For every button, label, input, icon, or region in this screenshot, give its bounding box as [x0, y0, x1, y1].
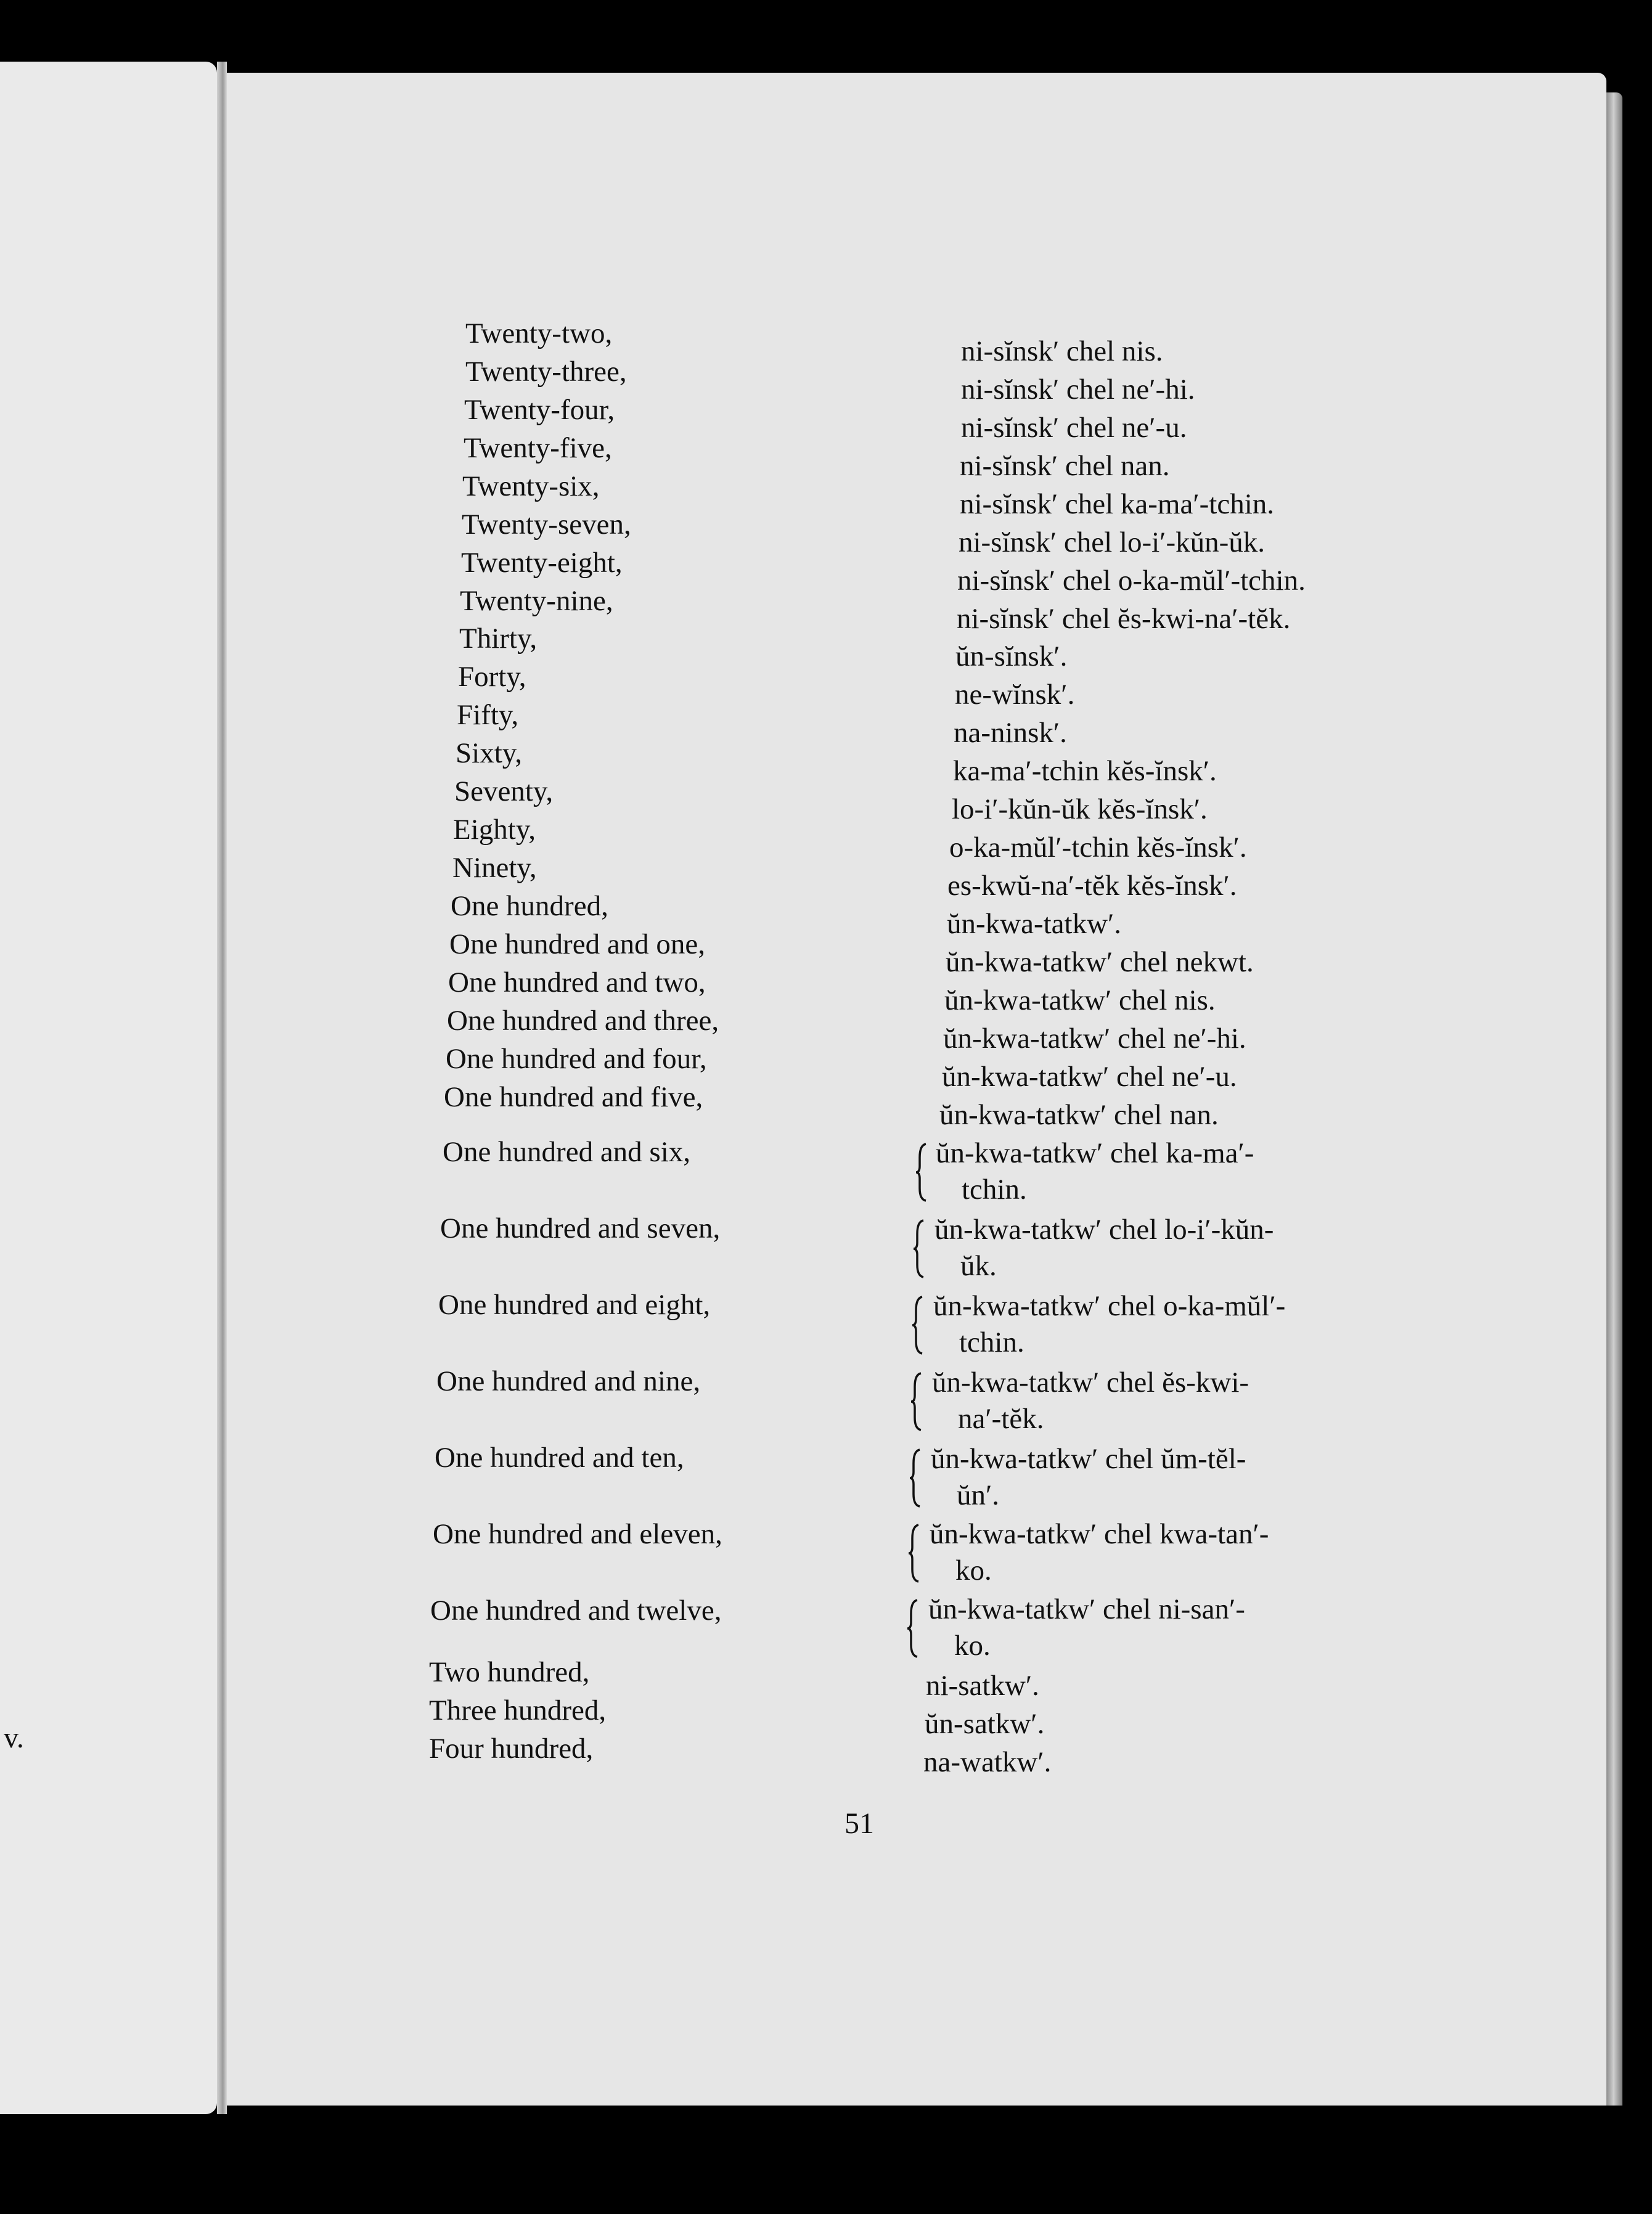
native-term-line1: ŭn-kwa-tatkw′ chel ĕs-kwi-	[932, 1366, 1249, 1399]
left-brace	[915, 1142, 928, 1203]
english-term: One hundred and one,	[449, 928, 706, 960]
native-term: ŭn-sĭnsk′.	[955, 640, 1068, 672]
native-term	[936, 1139, 1254, 1204]
native-term: ŭn-kwa-tatkw′ chel nekwt.	[946, 946, 1254, 978]
native-term: ŭn-kwa-tatkw′ chel ne′-u.	[942, 1061, 1237, 1093]
english-term: Eighty,	[453, 814, 536, 846]
english-term: Twenty-five,	[464, 432, 612, 464]
native-term	[930, 1520, 1269, 1585]
native-term	[933, 1292, 1285, 1357]
english-term: Sixty,	[456, 737, 522, 769]
english-term: One hundred and eleven,	[433, 1518, 722, 1550]
page-number: 51	[844, 1807, 874, 1840]
native-term: ni-sĭnsk′ chel ne′-u.	[961, 412, 1187, 444]
english-term: Seventy,	[454, 775, 554, 807]
native-term: ni-sĭnsk′ chel nis.	[961, 335, 1163, 367]
native-term-line1: ŭn-kwa-tatkw′ chel ka-ma′-	[936, 1137, 1254, 1169]
native-term: o-ka-mŭl′-tchin kĕs-ĭnsk′.	[949, 831, 1247, 864]
english-term: Twenty-two,	[465, 317, 613, 349]
english-term: Twenty-nine,	[460, 585, 613, 617]
native-term: ŭn-kwa-tatkw′ chel nis.	[944, 984, 1216, 1016]
native-term	[931, 1445, 1246, 1510]
english-term: One hundred and eight,	[438, 1289, 711, 1321]
left-brace	[912, 1218, 926, 1280]
native-term-line2: ŭn′.	[957, 1479, 1000, 1511]
page-edge	[1606, 92, 1622, 2106]
english-term: Four hundred,	[429, 1733, 594, 1765]
native-term-line1: ŭn-kwa-tatkw′ chel lo-i′-kŭn-	[934, 1214, 1274, 1246]
english-term: One hundred and nine,	[436, 1365, 701, 1397]
english-term: One hundred and three,	[447, 1005, 719, 1037]
left-page-fragment: v.	[4, 1722, 24, 1754]
native-term-line1: ŭn-kwa-tatkw′ chel ŭm-tĕl-	[931, 1443, 1246, 1475]
left-brace	[909, 1447, 922, 1509]
english-term: One hundred and five,	[444, 1081, 703, 1113]
native-term: lo-i′-kŭn-ŭk kĕs-ĭnsk′.	[952, 793, 1208, 825]
left-page	[0, 62, 217, 2114]
english-term: One hundred and seven,	[440, 1212, 721, 1244]
english-term: Twenty-seven,	[462, 509, 631, 541]
native-term	[934, 1215, 1274, 1281]
english-term: Two hundred,	[429, 1656, 590, 1688]
english-term: Twenty-eight,	[461, 547, 623, 579]
english-term: Twenty-six,	[462, 470, 600, 502]
english-term: Twenty-four,	[464, 394, 615, 426]
english-term: One hundred,	[451, 890, 608, 922]
english-term: One hundred and four,	[446, 1043, 707, 1075]
english-term: Ninety,	[452, 852, 537, 884]
native-term: ni-sĭnsk′ chel o-ka-mŭl′-tchin.	[957, 565, 1306, 597]
english-term: Twenty-three,	[465, 356, 627, 388]
native-term-line2: na′-tĕk.	[958, 1403, 1044, 1435]
native-term: ni-sĭnsk′ chel ka-ma′-tchin.	[960, 488, 1275, 520]
english-term: One hundred and twelve,	[430, 1595, 722, 1627]
native-term	[928, 1595, 1245, 1661]
book-gutter	[217, 62, 227, 2114]
english-term: One hundred and two,	[448, 966, 706, 999]
native-term-line1: ŭn-kwa-tatkw′ chel o-ka-mŭl′-	[933, 1290, 1286, 1322]
english-term: Three hundred,	[429, 1694, 607, 1726]
native-term-line1: ŭn-kwa-tatkw′ chel kwa-tan′-	[930, 1518, 1269, 1550]
english-term: Fifty,	[457, 699, 519, 731]
english-term: Thirty,	[459, 623, 538, 655]
native-term: ŭn-satkw′.	[925, 1708, 1045, 1740]
native-term-line2: ko.	[954, 1630, 991, 1662]
native-term-line2: tchin.	[959, 1326, 1024, 1358]
native-term-line1: ŭn-kwa-tatkw′ chel ni-san′-	[928, 1593, 1245, 1625]
native-term: ŭn-kwa-tatkw′ chel ne′-hi.	[943, 1023, 1246, 1055]
native-term: ŭn-kwa-tatkw′.	[947, 908, 1122, 940]
native-term: ni-sĭnsk′ chel ĕs-kwi-na′-tĕk.	[957, 603, 1291, 635]
native-term-line2: tchin.	[962, 1174, 1027, 1206]
native-term-line2: ŭk.	[960, 1250, 997, 1282]
english-term: Forty,	[458, 661, 526, 693]
native-term: ni-satkw′.	[926, 1670, 1039, 1702]
left-brace	[906, 1598, 920, 1659]
native-term: na-ninsk′.	[954, 717, 1067, 749]
native-term-line2: ko.	[955, 1554, 992, 1587]
native-term: ni-sĭnsk′ chel ne′-hi.	[961, 374, 1195, 406]
native-term: es-kwŭ-na′-tĕk kĕs-ĭnsk′.	[947, 870, 1237, 902]
native-term: na-watkw′.	[923, 1746, 1052, 1778]
native-term: ŭn-kwa-tatkw′ chel nan.	[939, 1099, 1219, 1131]
native-term	[932, 1368, 1249, 1434]
native-term: ni-sĭnsk′ chel nan.	[960, 450, 1170, 482]
english-term: One hundred and ten,	[435, 1442, 684, 1474]
native-term: ne-wĭnsk′.	[955, 679, 1075, 711]
right-page	[227, 73, 1606, 2106]
left-brace	[907, 1522, 921, 1584]
native-term: ka-ma′-tchin kĕs-ĭnsk′.	[953, 755, 1217, 787]
left-brace	[911, 1294, 925, 1356]
native-term: ni-sĭnsk′ chel lo-i′-kŭn-ŭk.	[959, 526, 1266, 558]
left-brace	[910, 1371, 923, 1432]
english-term: One hundred and six,	[443, 1136, 691, 1168]
